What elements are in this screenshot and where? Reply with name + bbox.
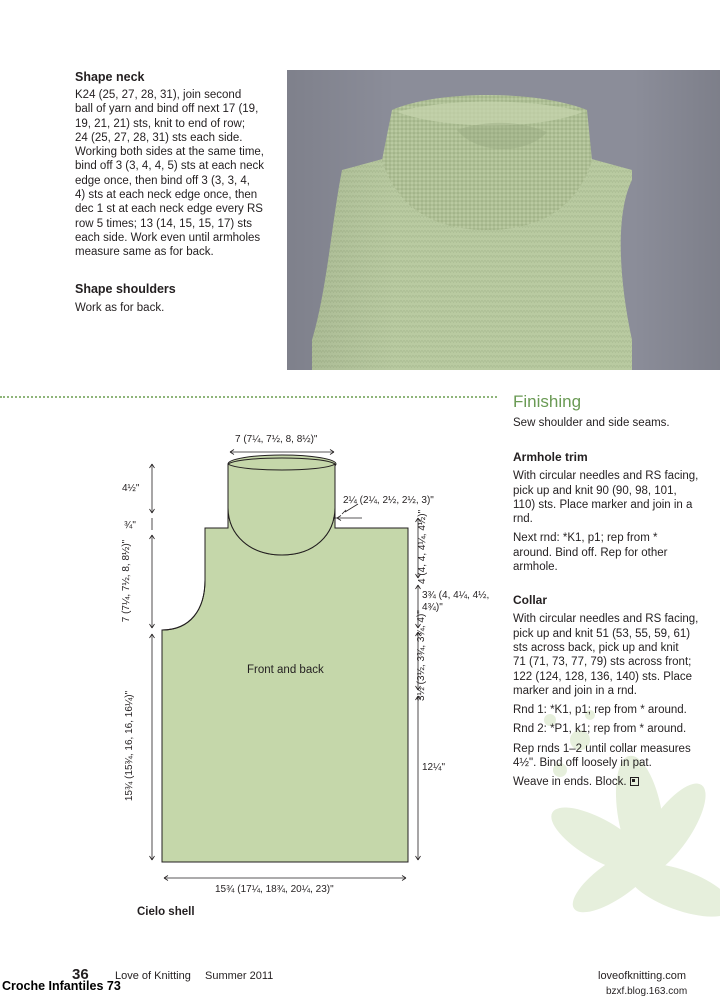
- text-line: marker and join in a rnd.: [513, 684, 638, 697]
- side-length-label: 12¼": [422, 762, 446, 773]
- text-line: pick up and knit 90 (90, 98, 101,: [513, 484, 677, 497]
- text-line: K24 (25, 27, 28, 31), join second: [75, 89, 242, 101]
- finishing-section: [513, 392, 713, 790]
- text-line: With circular needles and RS facing,: [513, 613, 699, 626]
- bottom-width-label: 15¾ (17¼, 18¾, 20¼, 23)": [215, 884, 334, 895]
- collar-heading: Collar: [513, 593, 548, 608]
- shape-shoulders-heading: Shape shoulders: [75, 282, 176, 296]
- armhole-depth-label: 3½ (3½, 3¾, 3¾, 4)": [416, 610, 427, 701]
- magazine-name: Love of Knitting: [115, 970, 191, 982]
- collar-rnd-1: Rnd 1: *K1, p1; rep from * around.: [513, 704, 687, 717]
- text-line: pick up and knit 51 (53, 55, 59, 61): [513, 627, 691, 640]
- text-line: each side. Work even until armholes: [75, 231, 261, 244]
- source-url: bzxf.blog.163.com: [606, 986, 688, 997]
- text-line: around. Bind off. Rep for other: [513, 546, 668, 559]
- text-line: row 5 times; 13 (14, 15, 15, 17) sts: [75, 217, 253, 230]
- shape-shoulders-text: Work as for back.: [75, 302, 165, 314]
- text-line: Rep rnds 1–2 until collar measures: [513, 742, 691, 755]
- text-line: sts across back, pick up and knit: [513, 641, 679, 654]
- collar-top-width-label: 7 (7¼, 7½, 8, 8½)": [235, 434, 318, 445]
- text-line: 71 (71, 73, 77, 79) sts across front;: [513, 656, 692, 669]
- garment-photo: [287, 70, 720, 370]
- collar-rnd-2: Rnd 2: *P1, k1; rep from * around.: [513, 723, 687, 736]
- upper-length-label: 7 (7¼, 7½, 8, 8½)": [121, 539, 132, 623]
- text-line: edge once, then bind off 3 (3, 3, 4,: [75, 174, 250, 187]
- section-divider: [0, 396, 497, 398]
- collar-weave: [513, 775, 713, 789]
- text-line: 4) sts at each neck edge once, then: [75, 189, 258, 202]
- collar-repeat: [513, 742, 713, 771]
- panel-label: Front and back: [247, 664, 324, 676]
- end-mark-icon: [630, 777, 639, 786]
- text-line: 110) sts. Place marker and join in a: [513, 498, 693, 511]
- body-length-label: 15¾ (15¾, 16, 16, 16¼)": [124, 690, 135, 802]
- text-line: 24 (25, 27, 28, 31) sts each side.: [75, 131, 243, 144]
- website-label: loveofknitting.com: [598, 970, 687, 982]
- text-line: With circular needles and RS facing,: [513, 470, 699, 483]
- shape-neck-text: [75, 88, 290, 260]
- text-line: dec 1 st at each neck edge every RS: [75, 203, 263, 216]
- text-line: Working both sides at the same time,: [75, 146, 264, 159]
- text-line: Next rnd: *K1, p1; rep from *: [513, 532, 658, 545]
- armhole-trim-next-rnd: [513, 531, 713, 574]
- text-line: ball of yarn and bind off next 17 (19,: [75, 103, 259, 116]
- issue-label: Summer 2011: [205, 970, 274, 982]
- text-line: bind off 3 (3, 4, 4, 5) sts at each neck: [75, 160, 265, 173]
- shoulder-arm-label: 3¾ (4, 4¼, 4½, 4¾)": [422, 590, 490, 613]
- knitted-vest-photo: [287, 70, 720, 370]
- weave-text: Weave in ends. Block.: [513, 776, 627, 789]
- collar-height-label: 4½": [122, 483, 140, 494]
- text-line: 4½". Bind off loosely in pat.: [513, 757, 652, 770]
- finishing-intro: Sew shoulder and side seams.: [513, 417, 670, 429]
- scanner-stamp: Croche Infantiles 73: [2, 979, 121, 993]
- three-quarter-label: ¾": [124, 520, 136, 531]
- text-line: measure same as for back.: [75, 246, 214, 259]
- armhole-trim-paragraph: [513, 469, 713, 526]
- armhole-trim-heading: Armhole trim: [513, 450, 588, 465]
- neck-depth-label: 4 (4, 4, 4¼, 4½)": [417, 509, 428, 584]
- schematic-caption: Cielo shell: [137, 906, 195, 918]
- text-line: 19, 21, 21) sts, knit to end of row;: [75, 117, 246, 130]
- text-line: rnd.: [513, 513, 533, 526]
- neck-side-label: 2¼ (2¼, 2½, 2½, 3)": [343, 495, 434, 506]
- text-line: 122 (124, 128, 136, 140) sts. Place: [513, 670, 693, 683]
- finishing-title: Finishing: [513, 392, 582, 411]
- page-number: 36: [72, 966, 89, 983]
- text-line: armhole.: [513, 561, 558, 574]
- collar-paragraph: [513, 612, 713, 698]
- shape-neck-heading: Shape neck: [75, 70, 145, 84]
